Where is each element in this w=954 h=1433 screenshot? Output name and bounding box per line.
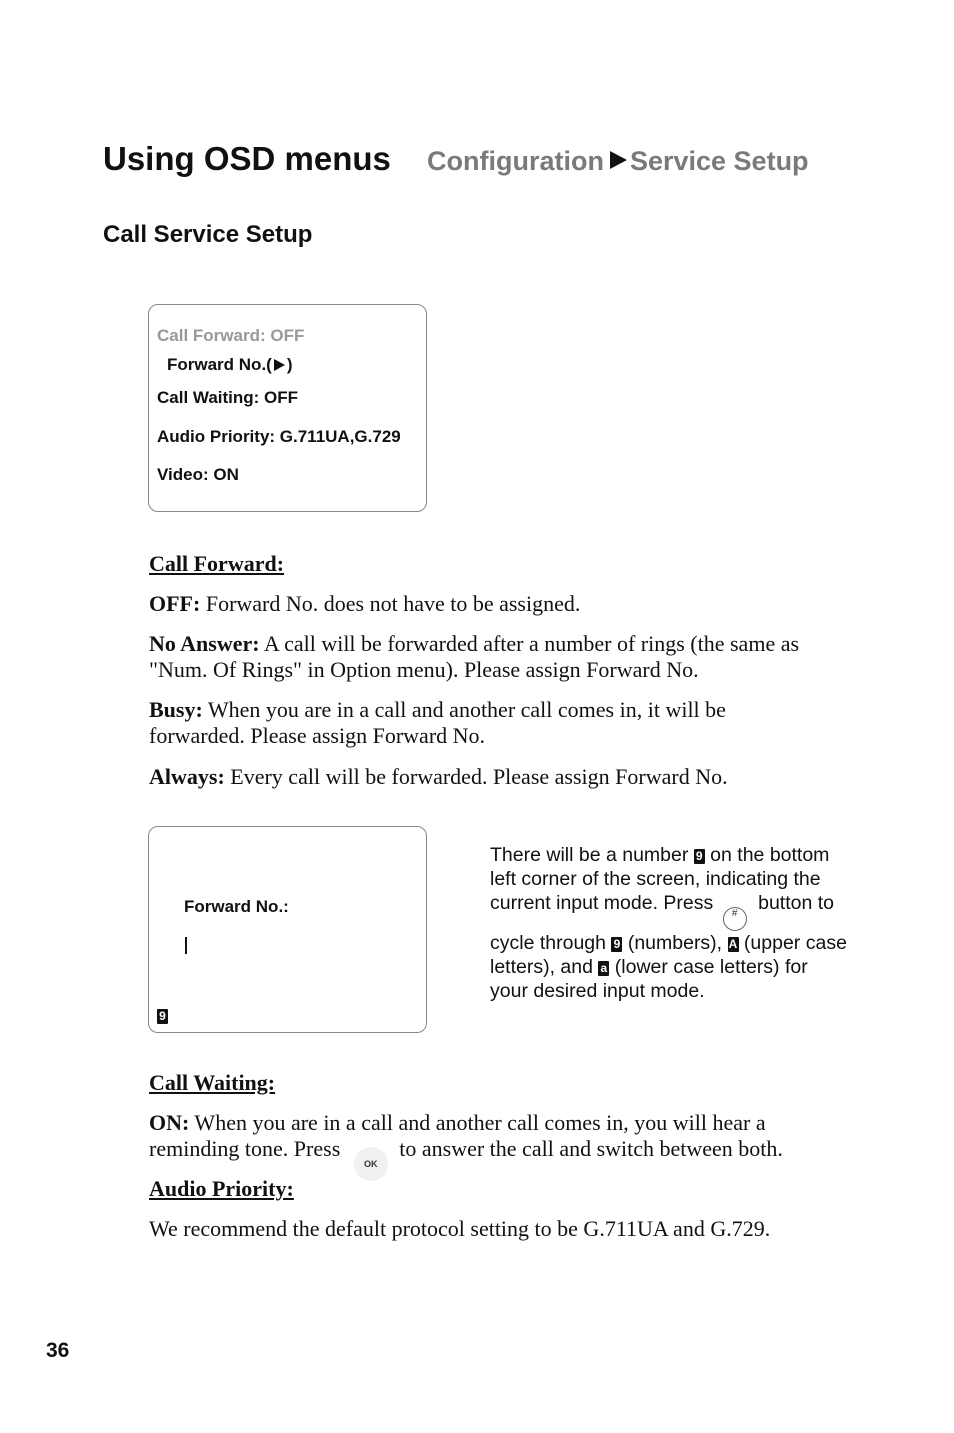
hash-symbol: # — [731, 908, 738, 919]
page-number: 36 — [46, 1339, 70, 1362]
forward-no-label: Forward No.: — [184, 897, 289, 916]
on-text-2: to answer the call and switch between both. — [393, 1136, 783, 1161]
input-mode-badge: 9 — [157, 1009, 168, 1024]
text-cursor[interactable] — [185, 937, 187, 954]
busy-text: When you are in a call and another call comes in, it will be forwarded. Please assign Forward No. — [149, 697, 726, 748]
ok-label: OK — [364, 1159, 378, 1169]
menu-item-call-forward[interactable]: Call Forward: OFF — [157, 326, 305, 345]
ok-button-icon — [354, 1147, 388, 1181]
section-title: Call Service Setup — [103, 221, 313, 248]
audio-priority-heading: Audio Priority: — [149, 1176, 294, 1201]
no-answer-label: No Answer: — [149, 631, 260, 656]
lower-case-mode-badge: a — [598, 961, 609, 976]
forward-no-screen — [148, 826, 427, 1033]
note-text: (upper case letters), and — [490, 932, 847, 978]
on-label: ON: — [149, 1110, 190, 1135]
off-text: Forward No. does not have to be assigned. — [200, 591, 581, 616]
number-mode-badge: 9 — [611, 937, 622, 952]
always-paragraph — [149, 764, 849, 790]
breadcrumb-configuration: Configuration — [427, 146, 604, 176]
call-waiting-heading: Call Waiting: — [149, 1070, 276, 1095]
no-answer-paragraph — [149, 631, 839, 683]
call-waiting-paragraph — [149, 1110, 849, 1181]
breadcrumb-service-setup: Service Setup — [629, 146, 809, 176]
busy-paragraph — [149, 697, 809, 749]
osd-menu-screen — [148, 304, 427, 512]
number-mode-badge: 9 — [694, 849, 705, 864]
off-paragraph — [149, 591, 849, 617]
audio-priority-paragraph: We recommend the default protocol setting to be G.711UA and G.729. — [149, 1216, 771, 1241]
play-arrow-icon — [274, 359, 285, 371]
play-arrow-icon — [610, 151, 627, 169]
note-text: button to cycle through — [490, 892, 835, 954]
no-answer-text: A call will be forwarded after a number of rings (the same as "Num. Of Rings" in Option menu). Please assign Forward No. — [149, 631, 800, 682]
always-label: Always: — [149, 764, 225, 789]
busy-label: Busy: — [149, 697, 203, 722]
menu-item-forward-no-close: ) — [286, 355, 293, 374]
on-text-1: When you are in a call and another call comes in, you will hear a reminding tone. Press — [149, 1110, 766, 1161]
call-forward-heading: Call Forward: — [149, 551, 285, 576]
menu-item-video[interactable]: Video: ON — [157, 465, 239, 484]
menu-item-forward-no-label: Forward No.( — [167, 355, 272, 374]
off-label: OFF: — [149, 591, 201, 616]
menu-item-forward-no[interactable] — [167, 355, 293, 375]
note-text: on the bottom left corner of the screen, indicating the current input mode. Press — [490, 844, 830, 914]
note-text: There will be a number — [490, 844, 694, 866]
page-title: Using OSD menus — [103, 140, 391, 177]
always-text: Every call will be forwarded. Please assign Forward No. — [224, 764, 728, 789]
menu-item-audio-priority[interactable]: Audio Priority: G.711UA,G.729 — [157, 427, 401, 446]
menu-item-call-waiting[interactable]: Call Waiting: OFF — [157, 388, 299, 407]
note-text: (lower case letters) for your desired input mode. — [490, 956, 808, 1002]
upper-case-mode-badge: A — [728, 937, 738, 951]
input-mode-note — [490, 843, 850, 1003]
note-text: (numbers), — [622, 932, 728, 954]
breadcrumb — [427, 146, 809, 177]
hash-button-icon — [723, 907, 747, 931]
